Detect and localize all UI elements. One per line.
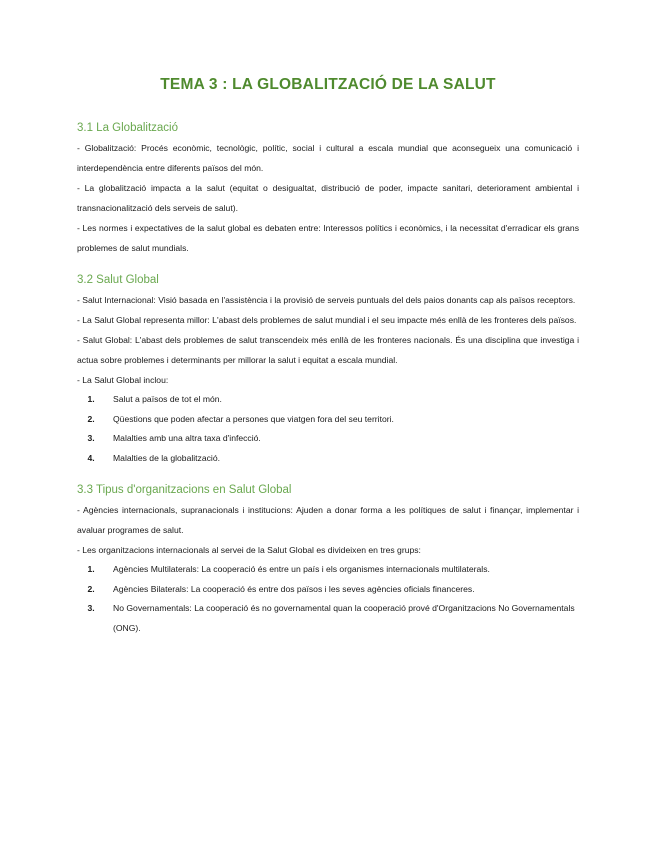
section-tipus-organitzacions: [77, 484, 579, 638]
paragraph: - Salut Internacional: Visió basada en l'assistència i la provisió de serveis puntuals del dels paios donants cap als països receptors.: [77, 295, 576, 305]
section-heading: 3.3 Tipus d'organitzacions en Salut Global: [77, 484, 292, 496]
numbered-list: [77, 390, 579, 468]
list-item: 1. Agències Multilaterals: La cooperació és entre un país i els organismes internacionals multilaterals.: [97, 560, 579, 580]
paragraph: - Agències internacionals, supranacionals i institucions: Ajuden a donar forma a les polítiques de salut i finançar, implementar i avaluar programes de salut.: [77, 505, 579, 535]
paragraph: - Les normes i expectatives de la salut global es debaten entre: Interessos polítics i econòmics, i la necessitat d'erradicar els grans problemes de salut mundials.: [77, 223, 579, 253]
paragraph: - Salut Global: L'abast dels problemes de salut transcendeix més enllà de les fronteres nacionals. És una disciplina que investiga i actua sobre problemes i determinants per millorar la salut i equitat a escala mundial.: [77, 335, 579, 365]
list-item: 3. Malalties amb una altra taxa d'infecció.: [97, 429, 579, 449]
list-item: 4. Malalties de la globalització.: [97, 449, 579, 469]
list-item: 2. Qüestions que poden afectar a persones que viatgen fora del seu territori.: [97, 410, 579, 430]
paragraph: - Globalització: Procés econòmic, tecnològic, polític, social i cultural a escala mundial que aconsegueix una comunicació i interdependència entre diferents països del món.: [77, 143, 579, 173]
section-heading: 3.1 La Globalització: [77, 122, 179, 134]
list-item: 3. No Governamentals: La cooperació és no governamental quan la cooperació prové d'Organitzacions No Governamentals (ONG).: [97, 599, 579, 638]
paragraph: - La globalització impacta a la salut (equitat o desigualtat, distribució de poder, impacte sanitari, deteriorament ambiental i transnacionalització dels serveis de salut).: [77, 183, 579, 213]
section-salut-global: [77, 274, 579, 468]
section-heading: 3.2 Salut Global: [77, 274, 159, 286]
list-item: 2. Agències Bilaterals: La cooperació és entre dos països i les seves agències oficials financeres.: [97, 580, 579, 600]
paragraph: - La Salut Global representa millor: L'abast dels problemes de salut mundial i el seu impacte més enllà de les fronteres dels països.: [77, 315, 577, 325]
list-item: 1. Salut a països de tot el món.: [97, 390, 579, 410]
section-globalitzacio: [77, 122, 579, 258]
numbered-list: [77, 560, 579, 638]
paragraph: - La Salut Global inclou:: [77, 375, 169, 385]
page-title: TEMA 3 : LA GLOBALITZACIÓ DE LA SALUT: [160, 76, 496, 93]
paragraph: - Les organitzacions internacionals al servei de la Salut Global es divideixen en tres grups:: [77, 545, 421, 555]
